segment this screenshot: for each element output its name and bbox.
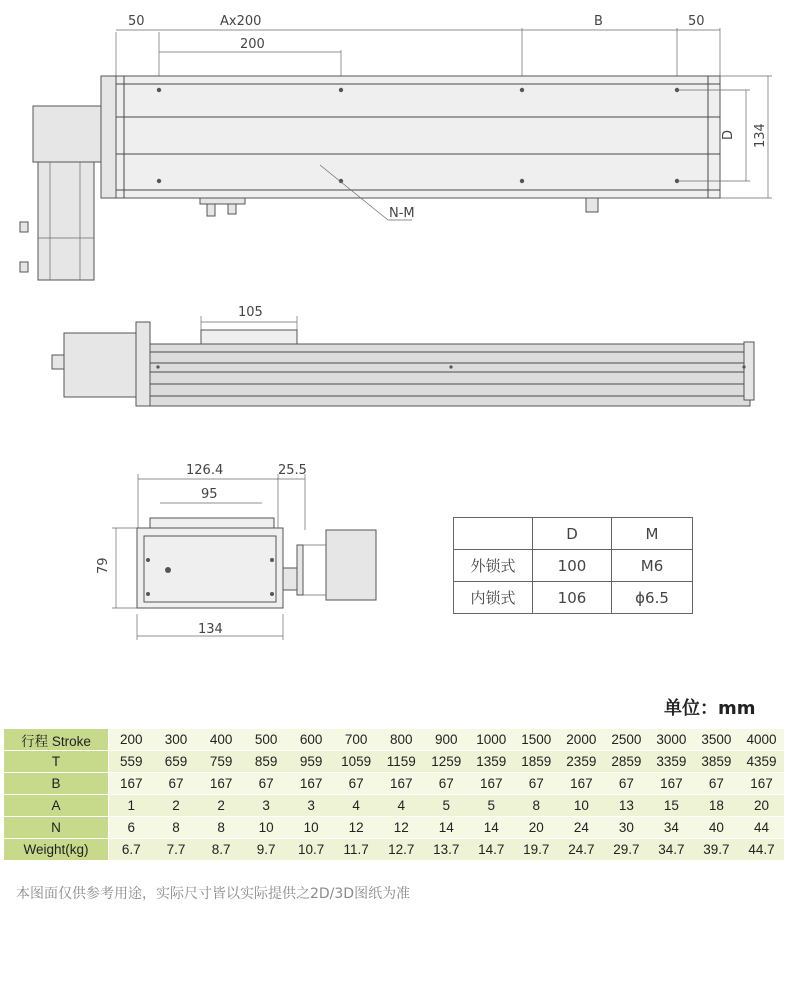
spec-cell: 67 xyxy=(514,773,559,795)
spec-cell: 1859 xyxy=(514,751,559,773)
spec-row xyxy=(4,729,784,751)
table-cell: 100 xyxy=(533,550,612,582)
spec-cell: 5 xyxy=(469,795,514,817)
table-row xyxy=(454,550,693,582)
spec-cell: 8 xyxy=(199,817,244,839)
spec-cell: 167 xyxy=(559,773,604,795)
table-cell: 106 xyxy=(533,582,612,614)
spec-cell: 67 xyxy=(604,773,649,795)
spec-row-label: Weight(kg) xyxy=(4,839,109,861)
spec-cell: 500 xyxy=(244,729,289,751)
spec-cell: 167 xyxy=(199,773,244,795)
spec-cell: 7.7 xyxy=(154,839,199,861)
spec-cell: 400 xyxy=(199,729,244,751)
spec-cell: 34.7 xyxy=(649,839,694,861)
spec-cell: 3 xyxy=(244,795,289,817)
spec-cell: 2 xyxy=(154,795,199,817)
spec-cell: 67 xyxy=(424,773,469,795)
spec-cell: 659 xyxy=(154,751,199,773)
spec-cell: 1159 xyxy=(379,751,424,773)
spec-row-label: 行程 Stroke xyxy=(4,729,109,751)
spec-cell: 3500 xyxy=(694,729,739,751)
spec-cell: 34 xyxy=(649,817,694,839)
spec-cell: 2359 xyxy=(559,751,604,773)
spec-cell: 1000 xyxy=(469,729,514,751)
spec-cell: 2500 xyxy=(604,729,649,751)
spec-cell: 44 xyxy=(739,817,784,839)
spec-cell: 8.7 xyxy=(199,839,244,861)
spec-cell: 39.7 xyxy=(694,839,739,861)
dim-edge-right: 50 xyxy=(688,14,705,29)
spec-cell: 13 xyxy=(604,795,649,817)
spec-cell: 10.7 xyxy=(289,839,334,861)
label-nm: N-M xyxy=(389,206,415,221)
spec-cell: 700 xyxy=(334,729,379,751)
dim-134-end: 134 xyxy=(198,622,223,637)
spec-cell: 1259 xyxy=(424,751,469,773)
spec-cell: 167 xyxy=(289,773,334,795)
table-cell: 内锁式 xyxy=(454,582,533,614)
spec-cell: 559 xyxy=(109,751,154,773)
spec-cell: 959 xyxy=(289,751,334,773)
spec-row-label: T xyxy=(4,751,109,773)
dim-134-top: 134 xyxy=(753,123,768,148)
dim-25-5: 25.5 xyxy=(278,463,307,478)
table-row xyxy=(454,518,693,550)
spec-cell: 67 xyxy=(244,773,289,795)
spec-row-label: B xyxy=(4,773,109,795)
spec-cell: 1359 xyxy=(469,751,514,773)
spec-cell: 10 xyxy=(244,817,289,839)
spec-cell: 300 xyxy=(154,729,199,751)
table-cell: M6 xyxy=(612,550,693,582)
dim-126-4: 126.4 xyxy=(186,463,224,478)
spec-cell: 12 xyxy=(334,817,379,839)
spec-cell: 3359 xyxy=(649,751,694,773)
spec-cell: 4 xyxy=(379,795,424,817)
unit-label: 单位：mm xyxy=(664,698,756,719)
spec-cell: 167 xyxy=(739,773,784,795)
spec-cell: 12 xyxy=(379,817,424,839)
dim-edge-left: 50 xyxy=(128,14,145,29)
spec-row xyxy=(4,773,784,795)
spec-cell: 2000 xyxy=(559,729,604,751)
spec-cell: 30 xyxy=(604,817,649,839)
dim-79: 79 xyxy=(96,557,111,574)
end-view xyxy=(96,463,376,640)
dim-d: D xyxy=(721,129,736,140)
top-view xyxy=(20,14,772,280)
spec-cell: 5 xyxy=(424,795,469,817)
spec-cell: 200 xyxy=(109,729,154,751)
spec-cell: 167 xyxy=(379,773,424,795)
spec-row xyxy=(4,751,784,773)
spec-table xyxy=(4,729,784,861)
spec-cell: 800 xyxy=(379,729,424,751)
spec-cell: 14 xyxy=(424,817,469,839)
dim-200: 200 xyxy=(240,37,265,52)
spec-cell: 3000 xyxy=(649,729,694,751)
spec-cell: 10 xyxy=(559,795,604,817)
dim-ax200: Ax200 xyxy=(220,14,262,29)
spec-cell: 18 xyxy=(694,795,739,817)
spec-cell: 759 xyxy=(199,751,244,773)
spec-cell: 24.7 xyxy=(559,839,604,861)
side-view xyxy=(52,305,754,406)
lock-type-table xyxy=(453,517,693,614)
spec-cell: 19.7 xyxy=(514,839,559,861)
spec-row-label: A xyxy=(4,795,109,817)
spec-cell: 3859 xyxy=(694,751,739,773)
table-cell: 外锁式 xyxy=(454,550,533,582)
spec-cell: 2859 xyxy=(604,751,649,773)
spec-cell: 15 xyxy=(649,795,694,817)
spec-cell: 8 xyxy=(514,795,559,817)
spec-cell: 13.7 xyxy=(424,839,469,861)
table-cell xyxy=(454,518,533,550)
spec-cell: 67 xyxy=(334,773,379,795)
spec-cell: 14.7 xyxy=(469,839,514,861)
spec-cell: 67 xyxy=(154,773,199,795)
spec-cell: 1 xyxy=(109,795,154,817)
spec-row xyxy=(4,795,784,817)
spec-cell: 24 xyxy=(559,817,604,839)
spec-cell: 8 xyxy=(154,817,199,839)
spec-cell: 12.7 xyxy=(379,839,424,861)
spec-cell: 167 xyxy=(109,773,154,795)
spec-cell: 167 xyxy=(649,773,694,795)
spec-cell: 167 xyxy=(469,773,514,795)
spec-cell: 20 xyxy=(739,795,784,817)
spec-cell: 67 xyxy=(694,773,739,795)
spec-cell: 859 xyxy=(244,751,289,773)
spec-cell: 40 xyxy=(694,817,739,839)
spec-row xyxy=(4,839,784,861)
spec-row-label: N xyxy=(4,817,109,839)
table-row xyxy=(454,582,693,614)
spec-cell: 14 xyxy=(469,817,514,839)
spec-cell: 6.7 xyxy=(109,839,154,861)
spec-cell: 4000 xyxy=(739,729,784,751)
spec-cell: 1059 xyxy=(334,751,379,773)
spec-cell: 44.7 xyxy=(739,839,784,861)
spec-row xyxy=(4,817,784,839)
dim-105: 105 xyxy=(238,305,263,320)
disclaimer-note: 本图面仅供参考用途，实际尺寸皆以实际提供之2D/3D图纸为准 xyxy=(16,886,411,902)
spec-cell: 29.7 xyxy=(604,839,649,861)
dim-95: 95 xyxy=(201,487,218,502)
spec-cell: 9.7 xyxy=(244,839,289,861)
spec-cell: 4 xyxy=(334,795,379,817)
spec-cell: 900 xyxy=(424,729,469,751)
table-header-m: M xyxy=(612,518,693,550)
table-cell: ϕ6.5 xyxy=(612,582,693,614)
spec-cell: 1500 xyxy=(514,729,559,751)
table-header-d: D xyxy=(533,518,612,550)
spec-cell: 2 xyxy=(199,795,244,817)
dim-b: B xyxy=(594,14,603,29)
spec-cell: 4359 xyxy=(739,751,784,773)
spec-cell: 6 xyxy=(109,817,154,839)
spec-cell: 20 xyxy=(514,817,559,839)
spec-cell: 10 xyxy=(289,817,334,839)
spec-cell: 3 xyxy=(289,795,334,817)
spec-cell: 600 xyxy=(289,729,334,751)
spec-cell: 11.7 xyxy=(334,839,379,861)
